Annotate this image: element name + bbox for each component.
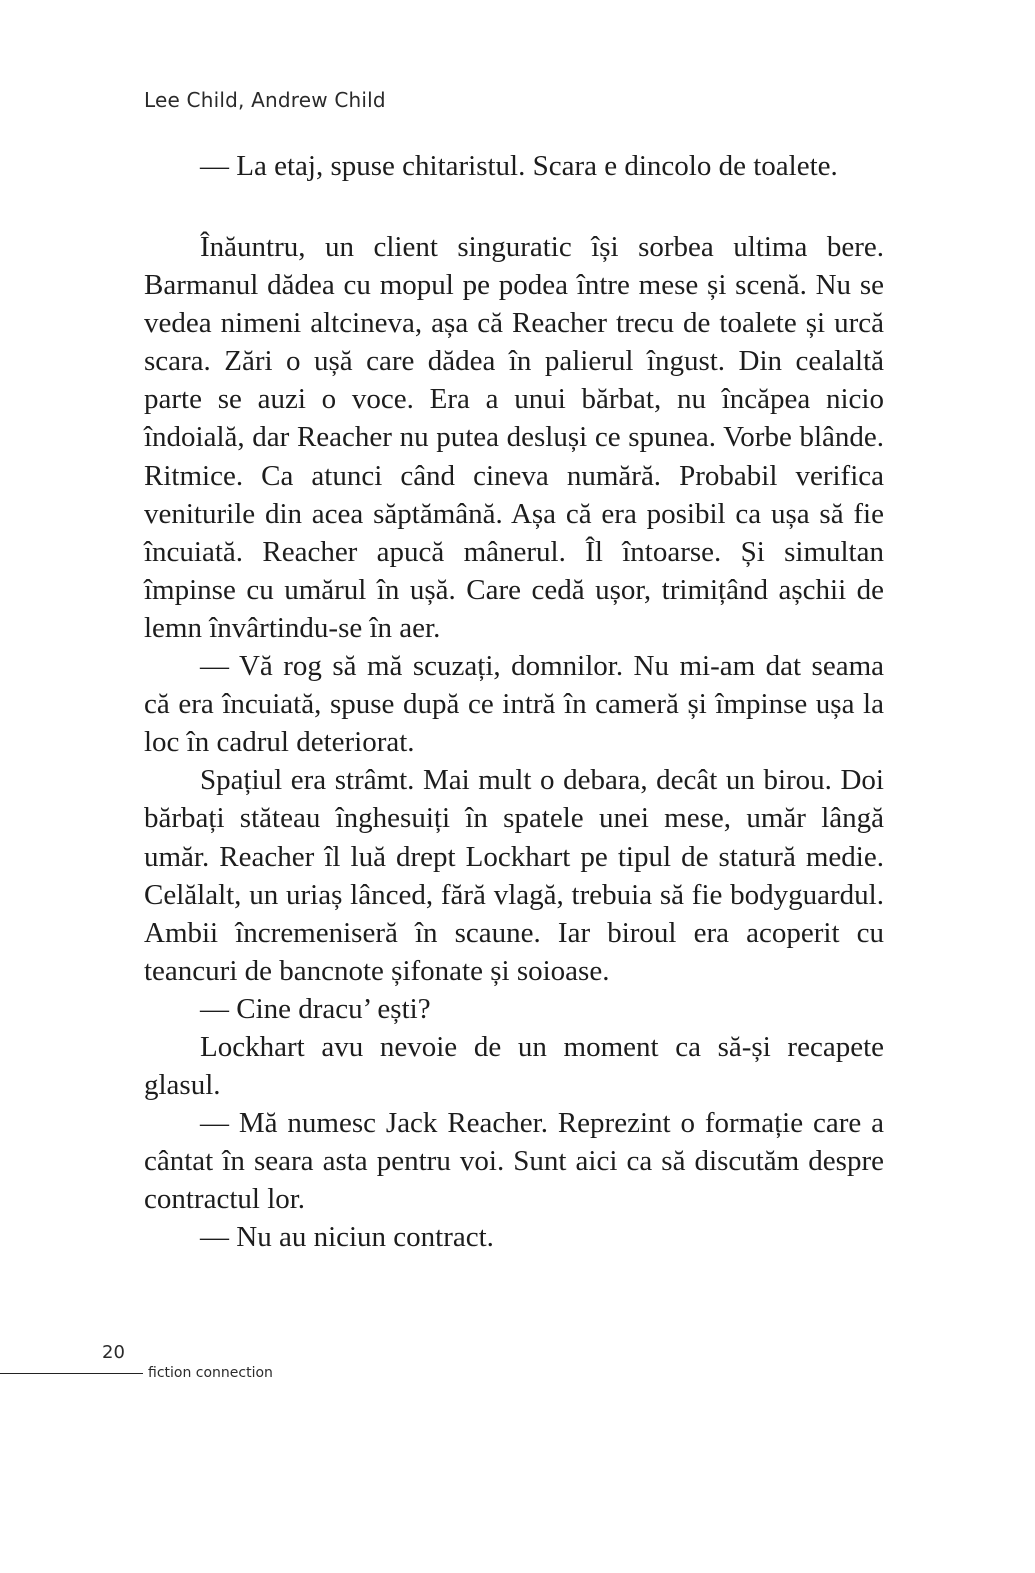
- main-text-body: [144, 228, 884, 1257]
- paragraph-opening: — La etaj, spuse chitaristul. Scara e dincolo de toalete.: [200, 150, 838, 182]
- paragraph-4: — Cine dracu’ ești?: [200, 992, 431, 1025]
- running-head-authors: Lee Child, Andrew Child: [144, 88, 386, 112]
- footer-brand: fiction connection: [148, 1365, 273, 1381]
- paragraph-6: — Mă numesc Jack Reacher. Reprezint o formație care a cântat în seara asta pentru voi. Sunt aici ca să discutăm despre contractul lor.: [144, 1107, 884, 1216]
- paragraph-2: — Vă rog să mă scuzați, domnilor. Nu mi-am dat seama că era încuiată, spuse după ce intră în cameră și împinse ușa la loc în cadrul deteriorat.: [144, 650, 884, 759]
- paragraph-3: Spațiul era strâmt. Mai mult o debara, decât un birou. Doi bărbați stăteau înghesuiți în spatele unei mese, umăr lângă umăr. Reacher îl luă drept Lockhart pe tipul de statură medie. Celălalt, un uriaș lânced, fără vlagă, trebuia să fie bodyguardul. Ambii încremeniseră în scaune. Iar biroul era acoperit cu teancuri de bancnote șifonate și soioase.: [144, 764, 884, 987]
- paragraph-1: Înăuntru, un client singuratic își sorbea ultima bere. Barmanul dădea cu mopul pe podea între mese și scenă. Nu se vedea nimeni altcineva, așa că Reacher trecu de toalete și urcă scara. Zări o ușă care dădea în palierul îngust. Din cealaltă parte se auzi o voce. Era a unui bărbat, nu încăpea nicio îndoială, dar Reacher nu putea desluși ce spunea. Vorbe blânde. Ritmice. Ca atunci când cineva numără. Probabil verifica veniturile din acea săptămână. Așa că era posibil ca ușa să fie încuiată. Reacher apucă mânerul. Îl întoarse. Și simultan împinse cu umărul în ușă. Care cedă ușor, trimițând așchii de lemn învârtindu-se în aer.: [144, 231, 884, 644]
- paragraph-5: Lockhart avu nevoie de un moment ca să-și recapete glasul.: [144, 1030, 884, 1102]
- footer-divider: [0, 1373, 143, 1374]
- opening-dialogue: [144, 147, 884, 185]
- paragraph-7: — Nu au niciun contract.: [200, 1221, 494, 1254]
- page-number: 20: [102, 1342, 125, 1363]
